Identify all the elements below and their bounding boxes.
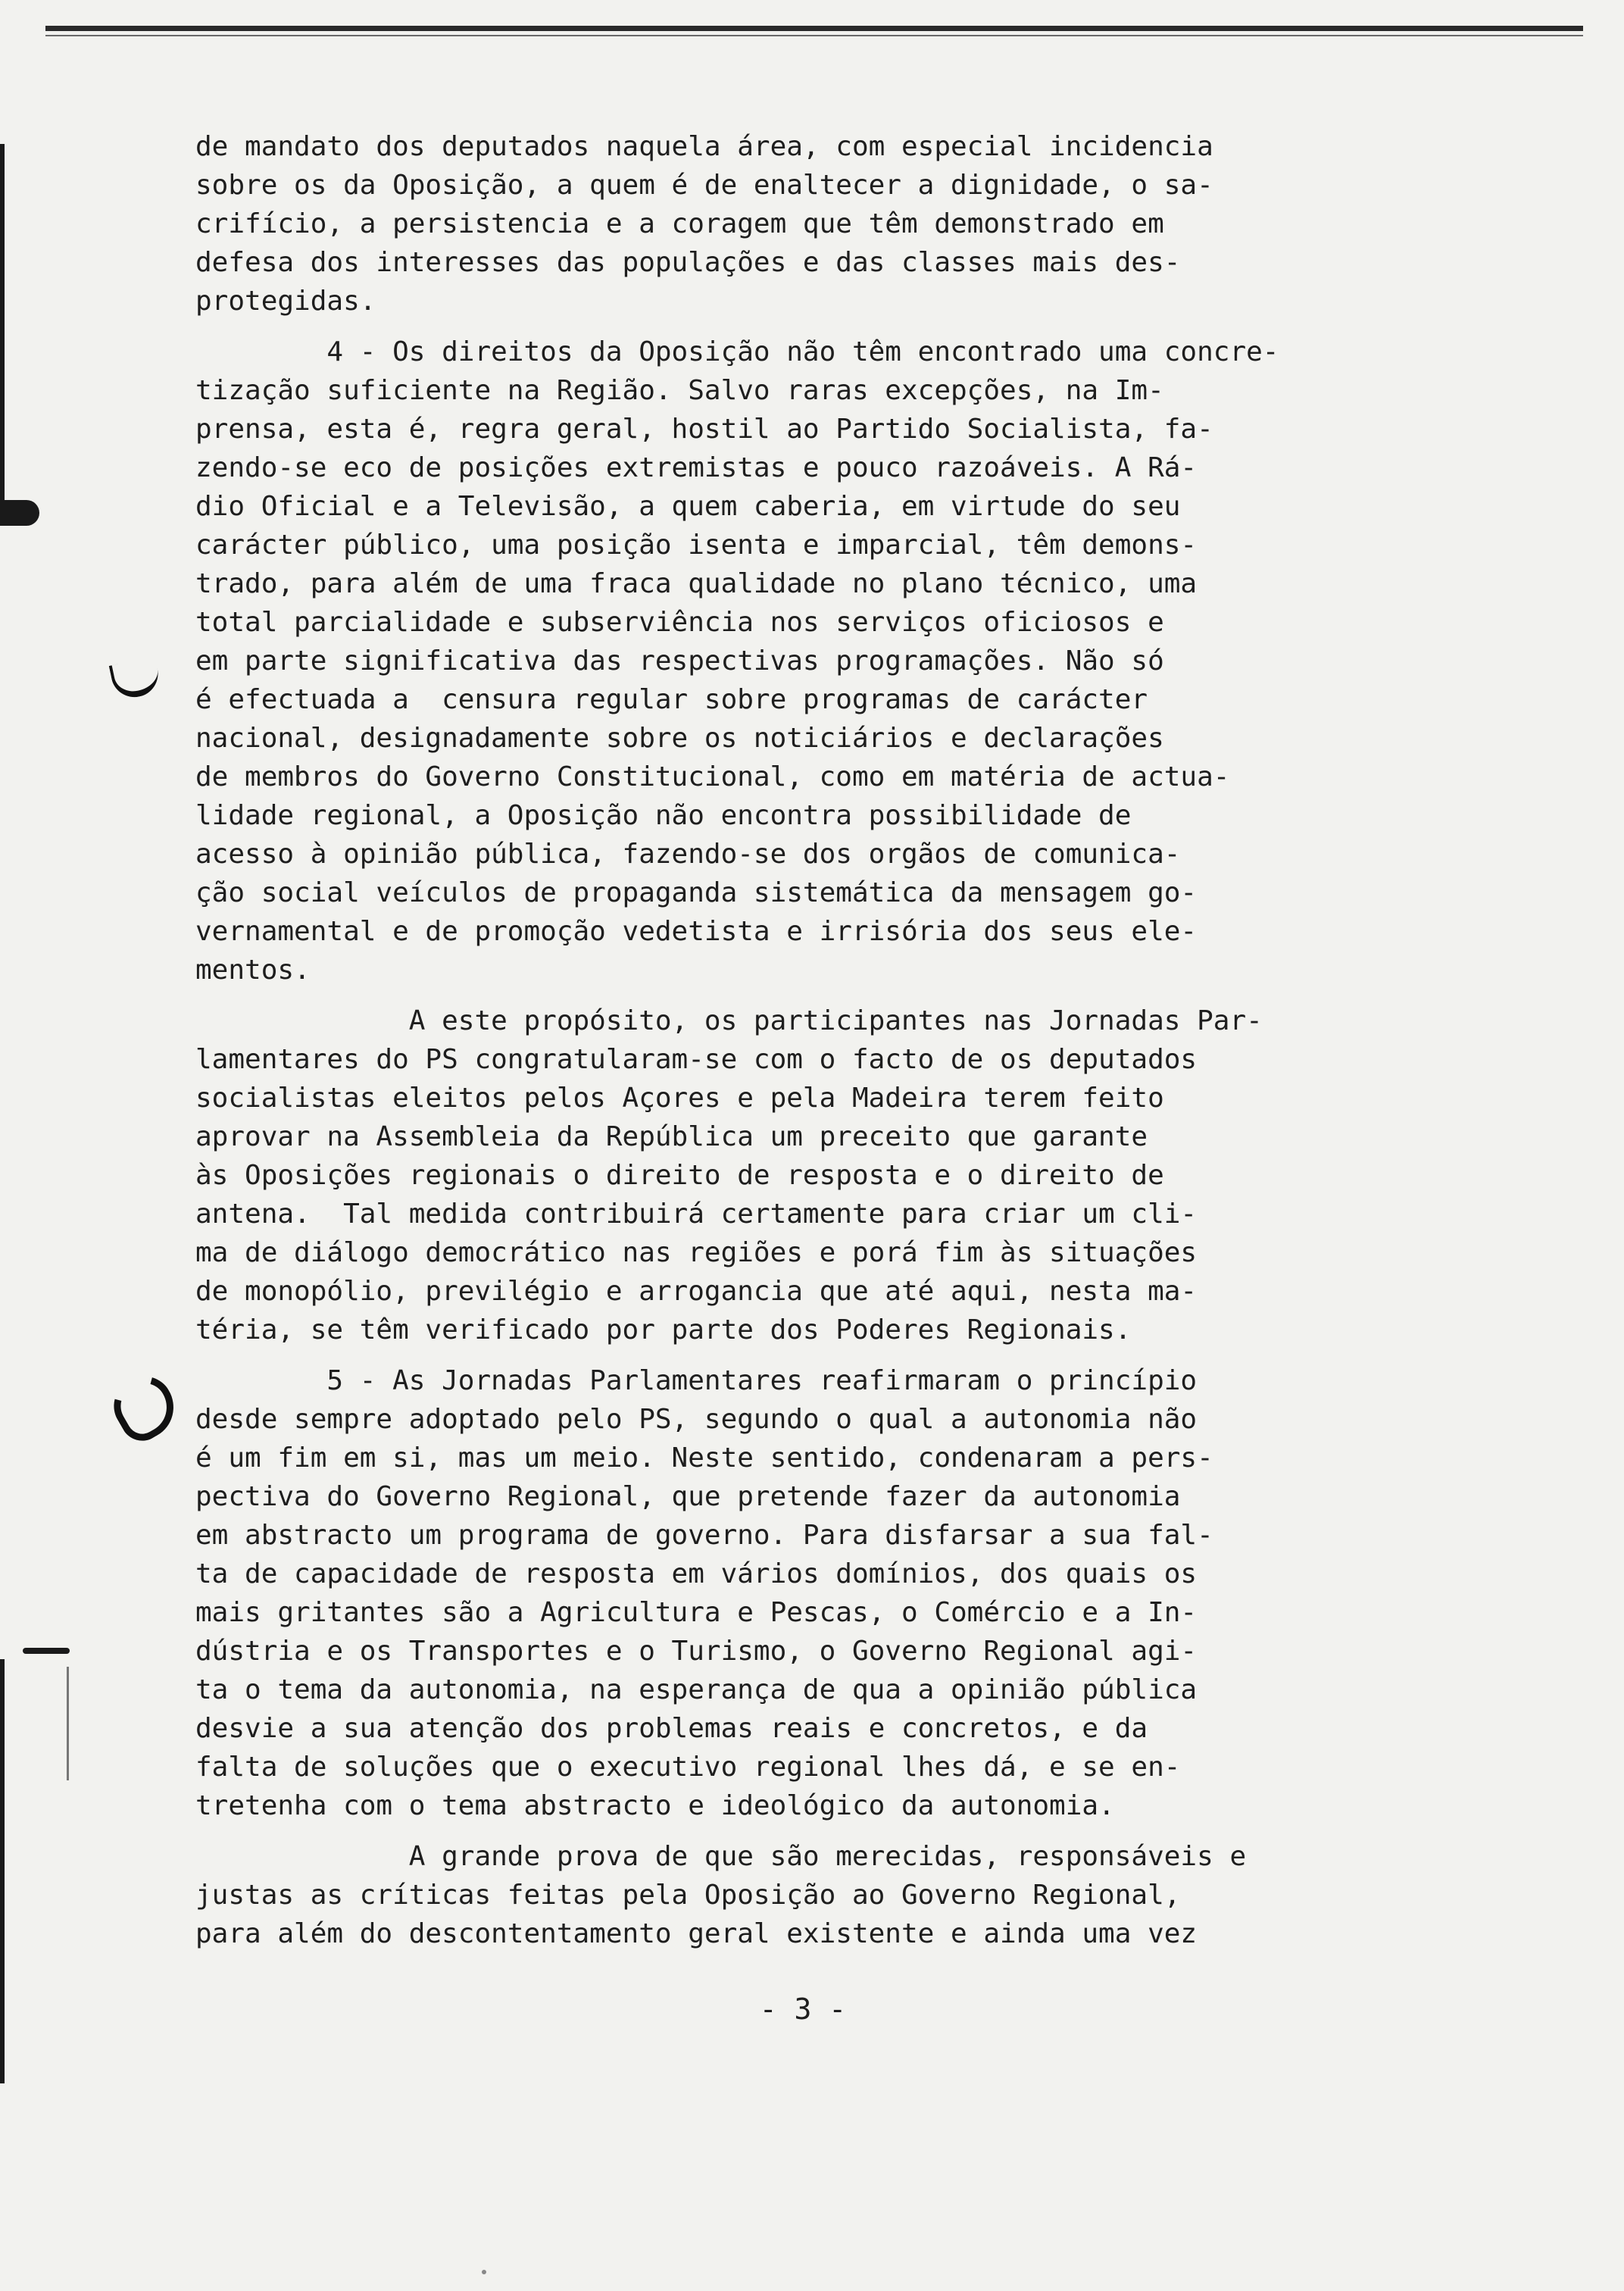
- top-rule: [45, 26, 1583, 31]
- margin-tick-mark: [23, 1648, 70, 1654]
- paragraph-right-of-reply: A este propósito, os participantes nas Jornadas Par- lamentares do PS congratularam-se com o facto de os deputados socialistas eleitos pelos Açores e pela Madeira terem feito aprovar na Assembleia da República um preceito que garante às Oposições regionais o direito de resposta e o direito de antena. Tal medida contribuirá certamente para criar um cli- ma de diálogo democrático nas regiões e porá fim às situações de monopólio, previlégio e arrogancia que até aqui, nesta ma- téria, se têm verificado por parte dos Poderes Regionais.: [195, 1005, 1263, 1346]
- margin-bracket-mark: [0, 144, 5, 523]
- speck-mark: [482, 2270, 486, 2274]
- paragraph-mandate: de mandato dos deputados naquela área, com especial incidencia sobre os da Oposição, a quem é de enaltecer a dignidade, o sa- crifício, a persistencia e a coragem que têm demonstrado em defesa dos interesses das populações e das classes mais des- protegidas.: [195, 131, 1213, 317]
- margin-ink-mark: [0, 500, 39, 526]
- page-number: - 3 -: [759, 1993, 847, 2026]
- handwritten-loop-mark: [104, 1367, 186, 1449]
- top-rule-thin: [45, 35, 1583, 36]
- margin-bracket-mark-lower: [0, 1659, 5, 2083]
- document-body: [195, 127, 1559, 1953]
- paragraph-4-opposition-rights: 4 - Os direitos da Oposição não têm encontrado uma concre- tização suficiente na Região. Salvo raras excepções, na Im- prensa, esta é, regra geral, hostil ao Partido Socialista, fa- zendo-se eco de posições extremistas e pouco razoáveis. A Rá- dio Oficial e a Televisão, a quem caberia, em virtude do seu carácter público, uma posição isenta e imparcial, têm demons- trado, para além de uma fraca qualidade no plano técnico, uma total parcialidade e subserviência nos serviços oficiosos e em parte significativa das respectivas programações. Não só é efectuada a censura regular sobre programas de carácter nacional, designadamente sobre os noticiários e declarações de membros do Governo Constitucional, como em matéria de actua- lidade regional, a Oposição não encontra possibilidade de acesso à opinião pública, fazendo-se dos orgãos de comunica- ção social veículos de propaganda sistemática da mensagem go- vernamental e de promoção vedetista e irrisória dos seus ele- mentos.: [195, 336, 1279, 986]
- paragraph-5-autonomy: 5 - As Jornadas Parlamentares reafirmaram o princípio desde sempre adoptado pelo PS, segundo o qual a autonomia não é um fim em si, mas um meio. Neste sentido, condenaram a pers- pectiva do Governo Regional, que pretende fazer da autonomia em abstracto um programa de governo. Para disfarsar a sua fal- ta de capacidade de resposta em vários domínios, dos quais os mais gritantes são a Agricultura e Pescas, o Comércio e a In- dústria e os Transportes e o Turismo, o Governo Regional agi- ta o tema da autonomia, na esperança de qua a opinião pública desvie a sua atenção dos problemas reais e concretos, e da falta de soluções que o executivo regional lhes dá, e se en- tretenha com o tema abstracto e ideológico da autonomia.: [195, 1365, 1213, 1821]
- paragraph-proof-criticism: A grande prova de que são merecidas, responsáveis e justas as críticas feitas pela Oposição ao Governo Regional, para além do descontentamento geral existente e ainda uma vez: [195, 1841, 1247, 1949]
- handwritten-curve-mark: [109, 656, 163, 702]
- margin-vertical-mark: [67, 1667, 69, 1780]
